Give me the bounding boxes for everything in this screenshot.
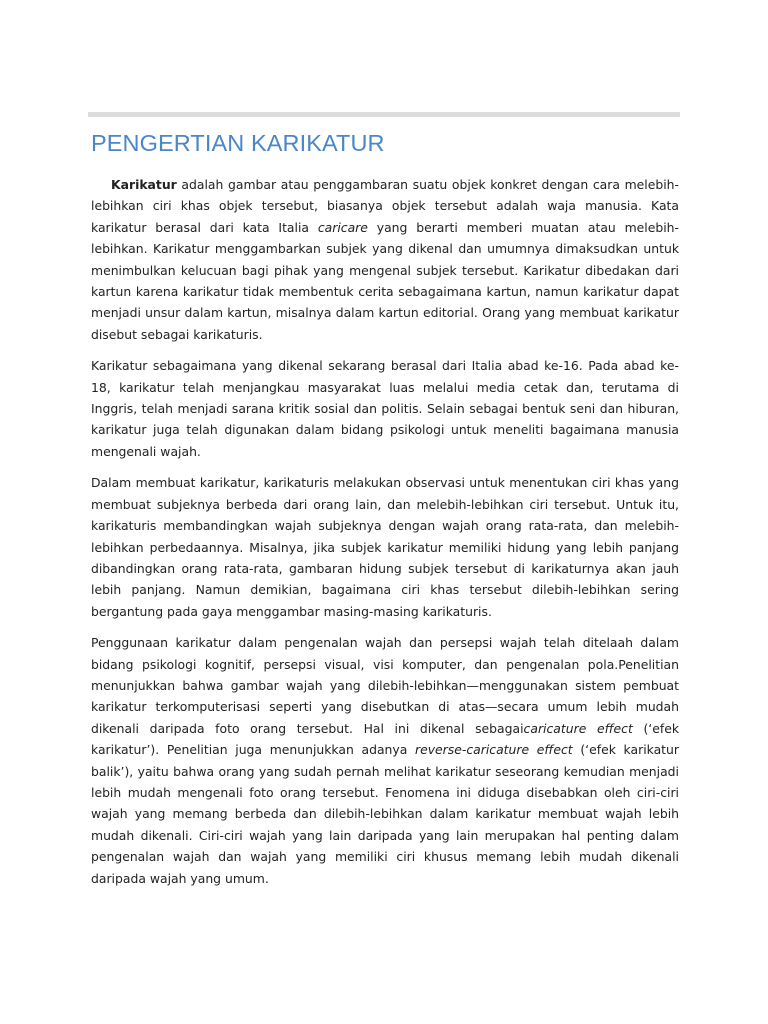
paragraph-3: Dalam membuat karikatur, karikaturis melakukan observasi untuk menentukan ciri khas yang membuat subjeknya berbeda dari orang lain, dan melebih-lebihkan ciri tersebut. Untuk itu, karikaturis membandingkan wajah subjeknya dengan wajah orang rata-rata, dan melebih-lebihkan perbedaannya. Misalnya, jika subjek karikatur memiliki hidung yang lebih panjang dibandingkan orang rata-rata, gambaran hidung subjek tersebut di karikaturnya akan jauh lebih panjang. Namun demikian, bagaimana ciri khas tersebut dilebih-lebihkan sering bergantung pada gaya menggambar masing-masing karikaturis. [91,475,679,619]
paragraph-4-italic-b: reverse-caricature effect [415,742,573,758]
paragraph-1-italic-a: caricare [317,219,368,235]
paragraph-1-text-a: adalah gambar atau penggambaran suatu objek konkret dengan cara melebih-lebihkan ciri khas objek tersebut, biasanya objek tersebut adalah waja manusia. Kata karikatur berasal dari kata Italia [91,177,679,235]
paragraph-4-text-c: (‘efek karikatur balik’), yaitu bahwa orang yang sudah pernah melihat karikatur seseorang kemudian menjadi lebih mudah mengenali foto orang tersebut. Fenomena ini diduga disebabkan oleh ciri-ciri wajah yang memang berbeda dan dilebih-lebihkan dalam karikatur membuat wajah lebih mudah dikenali. Ciri-ciri wajah yang lain daripada yang lain merupakan hal penting dalam pengenalan wajah dan wajah yang memiliki ciri khusus memang lebih mudah dikenali daripada wajah yang umum. [91,742,679,886]
page-title: PENGERTIAN KARIKATUR [91,130,385,156]
paragraph-4-text-a: Penggunaan karikatur dalam pengenalan wajah dan persepsi wajah telah ditelaah dalam bidang psikologi kognitif, persepsi visual, visi komputer, dan pengenalan pola.Penelitian menunjukkan bahwa gambar wajah yang dilebih-lebihkan—menggunakan sistem pembuat karikatur terkomputerisasi seperti yang disebutkan di atas—secara umum lebih mudah dikenali daripada foto orang tersebut. Hal ini dikenal sebagai [91,635,679,736]
paragraph-1-text-b: yang berarti memberi muatan atau melebih-lebihkan. Karikatur menggambarkan subjek yang dikenal dan umumnya dimaksudkan untuk menimbulkan kelucuan bagi pihak yang mengenal subjek tersebut. Karikatur dibedakan dari kartun karena karikatur tidak membentuk cerita sebagaimana kartun, namun karikatur dapat menjadi unsur dalam kartun, misalnya dalam kartun editorial. Orang yang membuat karikatur disebut sebagai karikaturis. [91,219,679,342]
paragraph-1-lead: Karikatur [111,177,177,192]
paragraph-4-italic-a: caricature effect [523,720,633,736]
paragraph-1 [91,174,679,345]
header-rule [88,112,680,117]
paragraph-4 [91,632,679,889]
paragraph-4-text-b: (‘efek karikatur’). Penelitian juga menunjukkan adanya [91,720,679,758]
paragraph-2: Karikatur sebagaimana yang dikenal sekarang berasal dari Italia abad ke-16. Pada abad ke-18, karikatur telah menjangkau masyarakat luas melalui media cetak dan, terutama di Inggris, telah menjadi sarana kritik sosial dan politis. Selain sebagai bentuk seni dan hiburan, karikatur juga telah digunakan dalam bidang psikologi untuk meneliti bagaimana manusia mengenali wajah. [91,358,679,459]
document-body [91,174,679,899]
